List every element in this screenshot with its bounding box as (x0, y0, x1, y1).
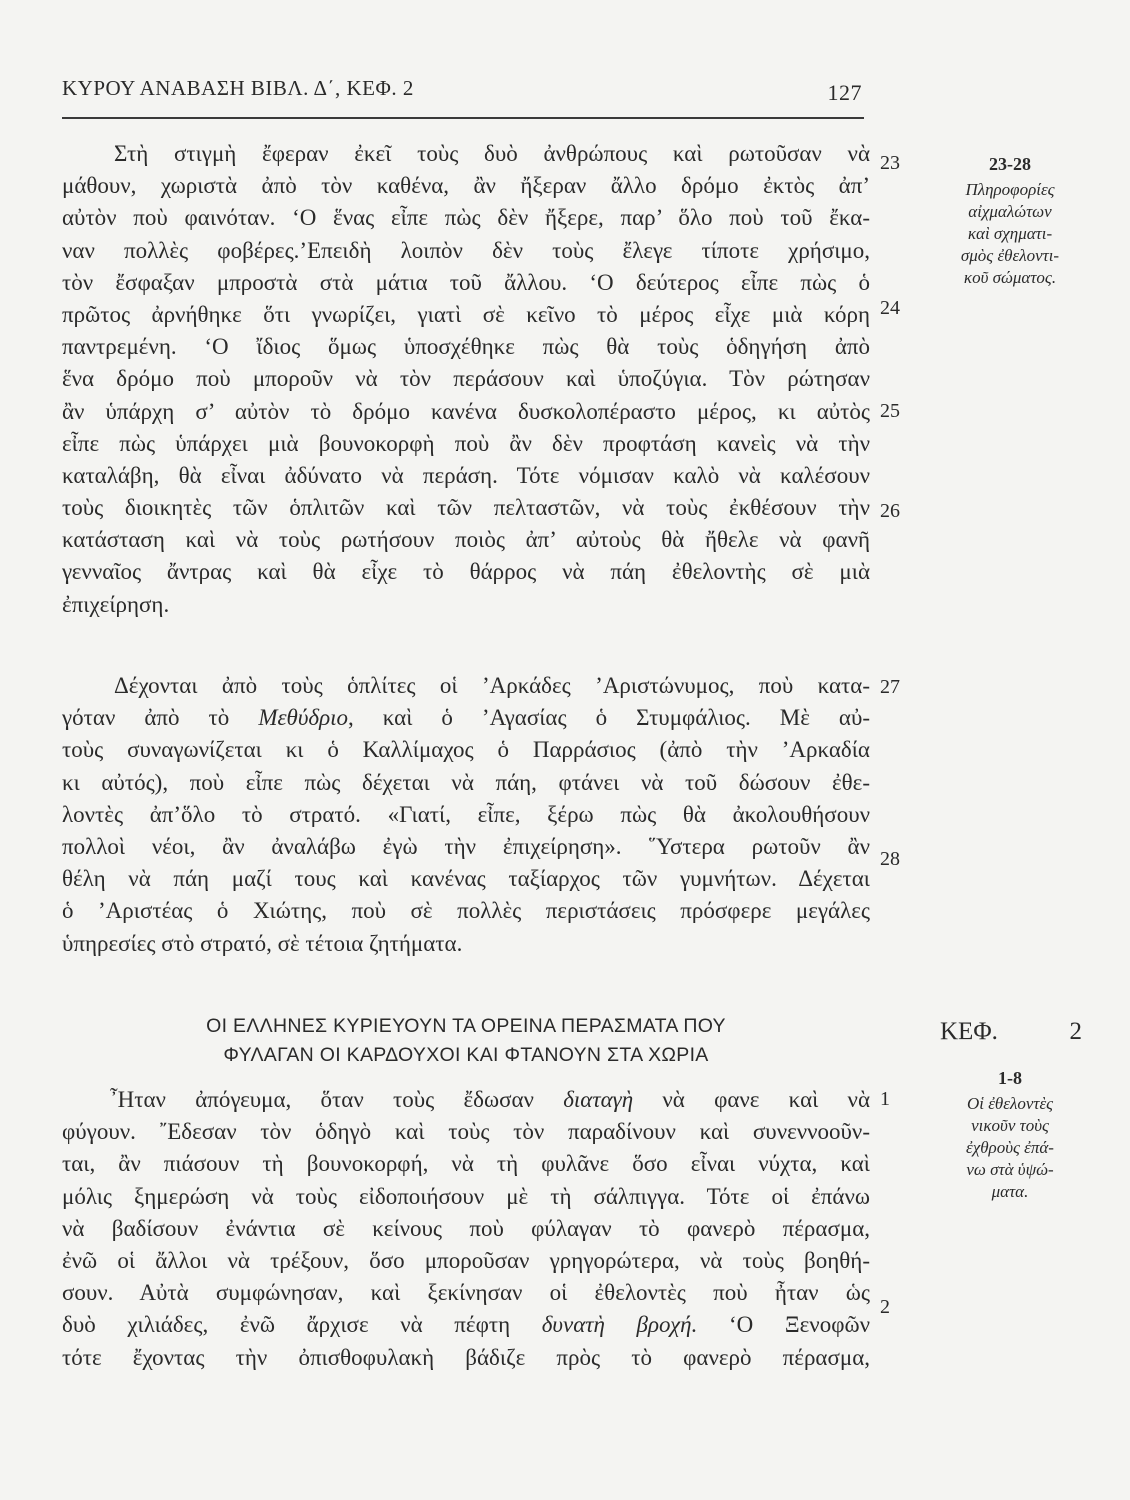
text-line: κι αὐτός), ποὺ εἶπε πὼς δέχεται νὰ πάη, φτάνει νὰ τοῦ δώσουν ἐθε- (62, 769, 870, 795)
text-line: ἐνῶ οἱ ἄλλοι νὰ τρέξουν, ὅσο μποροῦσαν γρηγορώτερα, νὰ τοὺς βοηθή- (62, 1247, 870, 1273)
text-line: καταλάβη, θὰ εἶναι ἀδύνατο νὰ περάση. Τότε νόμισαν καλὸ νὰ καλέσουν (62, 462, 870, 488)
text-line: τοὺς διοικητὲς τῶν ὁπλιτῶν καὶ τῶν πελταστῶν, νὰ τοὺς ἐκθέσουν τὴν (62, 495, 870, 521)
text-line: τοὺς συναγωνίζεται κι ὁ Καλλίμαχος ὁ Παρράσιος (ἀπὸ τὴν ’Αρκαδία (62, 737, 870, 763)
place-name-italic: Μεθύδριο (258, 705, 349, 731)
marginal-note-2 (915, 1068, 1105, 1203)
section-number: 28 (880, 848, 900, 870)
marginal-line: σμὸς ἐθελοντι- (960, 246, 1060, 265)
chapter-label-text: ΚΕΦ. (940, 1018, 998, 1045)
header-rule (62, 117, 864, 119)
text-line: θέλη νὰ πάη μαζί τους καὶ κανένας ταξίαρχος τῶν γυμνήτων. Δέχεται (62, 866, 870, 892)
text-line: ται, ἂν πιάσουν τὴ βουνοκορφή, νὰ τὴ φυλᾶνε ὅσο εἶναι νύχτα, καὶ (62, 1151, 870, 1177)
text-line: ἂν ὑπάρχη σ’ αὐτὸν τὸ δρόμο κανένα δυσκολοπέραστο μέρος, κι αὐτὸς (62, 398, 870, 424)
marginal-line: νικοῦν τοὺς (971, 1116, 1049, 1135)
paragraph-1 (62, 138, 870, 621)
text-line: πολλοὶ νέοι, ἂν ἀναλάβω ἐγὼ τὴν ἐπιχείρηση». ῞Υστερα ρωτοῦν ἂν (62, 833, 870, 859)
text-line: Δέχονται ἀπὸ τοὺς ὁπλίτες οἱ ’Αρκάδες ’Αριστώνυμος, ποὺ κατα- (114, 673, 870, 698)
running-head-title: ΚΥΡΟΥ ΑΝΑΒΑΣΗ ΒΙΒΛ. Δ΄, ΚΕΦ. 2 (62, 76, 414, 100)
section-number: 23 (880, 152, 900, 174)
text-line: ἕνα δρόμο ποὺ μποροῦν νὰ τὸν περάσουν καὶ ὑποζύγια. Τὸν ρώτησαν (62, 366, 870, 392)
marginal-range: 1-8 (998, 1068, 1022, 1088)
section-number: 24 (880, 297, 900, 319)
text-line: Στὴ στιγμὴ ἔφεραν ἐκεῖ τοὺς δυὸ ἀνθρώπους καὶ ρωτοῦσαν νὰ (114, 141, 870, 166)
marginal-line: καὶ σχηματι- (967, 224, 1053, 243)
chapter-number: 2 (1069, 1018, 1082, 1045)
text-line: ναν πολλὲς φοβέρες.’Επειδὴ λοιπὸν δὲν τοὺς ἔλεγε τίποτε χρήσιμο, (62, 237, 870, 263)
text-span: νὰ φανε καὶ νὰ (662, 1087, 870, 1112)
text-line: κατάσταση καὶ νὰ τοὺς ρωτήσουν ποιὸς ἀπ’ αὐτοὺς θὰ ἤθελε νὰ φανῆ (62, 527, 870, 553)
text-line: ἐπιχείρηση. (62, 591, 170, 617)
section-number: 26 (880, 500, 900, 522)
italic-word: διαταγὴ (563, 1087, 634, 1112)
text-line: λοντὲς ἀπ’ὅλο τὸ στρατό. «Γιατί, εἶπε, ξέρω πὼς θὰ ἀκολουθήσουν (62, 801, 870, 827)
marginal-line: νω στὰ ὑψώ- (966, 1160, 1054, 1179)
section-number: 2 (880, 1296, 890, 1318)
text-line: τὸν ἔσφαξαν μπροστὰ στὰ μάτια τοῦ ἄλλου. ‘Ο δεύτερος εἶπε πὼς ὁ (62, 269, 870, 295)
heading-line-1: ΟΙ ΕΛΛΗΝΕΣ ΚΥΡΙΕΥΟΥΝ ΤΑ ΟΡΕΙΝΑ ΠΕΡΑΣΜΑΤΑ ΠΟΥ (206, 1015, 726, 1037)
text-line: γενναῖος ἄντρας καὶ θὰ εἶχε τὸ θάρρος νὰ πάη ἐθελοντὴς σὲ μιὰ (62, 559, 870, 585)
section-number: 1 (880, 1088, 890, 1110)
marginal-line: αἰχμαλώτων (968, 202, 1052, 221)
text-span: ‘Ο Ξενοφῶν (728, 1312, 871, 1338)
marginal-range: 23-28 (989, 154, 1031, 174)
text-line: ὁ ’Αριστέας ὁ Χιώτης, ποὺ σὲ πολλὲς περιστάσεις πρόσφερε μεγάλες (62, 898, 870, 924)
section-number: 25 (880, 400, 900, 422)
text-span: δυὸ χιλιάδες, ἐνῶ ἄρχισε νὰ πέφτη (62, 1312, 511, 1338)
paragraph-3 (62, 1084, 870, 1374)
text-line: παντρεμένη. ‘Ο ἴδιος ὅμως ὑποσχέθηκε πὼς θὰ τοὺς ὁδηγήση ἀπὸ (62, 334, 870, 360)
text-span: , καὶ ὁ ’Αγασίας ὁ Στυμφάλιος. Μὲ αὐ- (348, 705, 871, 731)
paragraph-2 (62, 670, 870, 960)
text-line: μάθουν, χωριστὰ ἀπὸ τὸν καθένα, ἂν ἤξεραν ἄλλο δρόμο ἐκτὸς ἀπ’ (62, 173, 870, 199)
text-span: γόταν ἀπὸ τὸ (62, 705, 230, 731)
marginal-line: ματα. (991, 1182, 1029, 1201)
heading-line-2: ΦΥΛΑΓΑΝ ΟΙ ΚΑΡΔΟΥΧΟΙ ΚΑΙ ΦΤΑΝΟΥΝ ΣΤΑ ΧΩΡΙΑ (223, 1044, 709, 1066)
text-line: ὑπηρεσίες στὸ στρατό, σὲ τέτοια ζητήματα. (62, 930, 463, 956)
text-line (62, 702, 870, 734)
text-line (62, 1084, 870, 1116)
text-line: σουν. Αὐτὰ συμφώνησαν, καὶ ξεκίνησαν οἱ ἐθελοντὲς ποὺ ἦταν ὡς (62, 1280, 870, 1306)
text-line: φύγουν. ῎Εδεσαν τὸν ὁδηγὸ καὶ τοὺς τὸν παραδίνουν καὶ συνεννοοῦν- (62, 1119, 870, 1145)
marginal-line: Πληροφορίες (965, 180, 1055, 199)
text-line: τότε ἔχοντας τὴν ὀπισθοφυλακὴ βάδιζε πρὸς τὸ φανερὸ πέρασμα, (62, 1344, 870, 1370)
text-line: πρῶτος ἀρνήθηκε ὅτι γνωρίζει, γιατὶ σὲ κεῖνο τὸ μέρος εἶχε μιὰ κόρη (62, 301, 870, 327)
section-number: 27 (880, 676, 900, 698)
text-line: αὐτὸν ποὺ φαινόταν. ‘Ο ἕνας εἶπε πὼς δὲν ἤξερε, παρ’ ὅλο ποὺ τοῦ ἔκα- (62, 205, 870, 231)
chapter-label (940, 1018, 1082, 1046)
italic-word: δυνατὴ βροχή. (541, 1312, 698, 1338)
text-line: νὰ βαδίσουν ἐνάντια σὲ κείνους ποὺ φύλαγαν τὸ φανερὸ πέρασμα, (62, 1215, 870, 1241)
page-number: 127 (827, 80, 862, 105)
text-line: μόλις ξημερώση νὰ τοὺς εἰδοποιήσουν μὲ τὴ σάλπιγγα. Τότε οἱ ἐπάνω (62, 1183, 870, 1209)
marginal-line: Οἱ ἐθελοντὲς (966, 1094, 1054, 1113)
marginal-note-1 (915, 154, 1105, 289)
marginal-line: ἐχθροὺς ἐπά- (966, 1138, 1054, 1157)
running-head (62, 76, 862, 105)
text-line (62, 1309, 870, 1341)
text-span: ῏Ηταν ἀπόγευμα, ὅταν τοὺς ἔδωσαν (110, 1087, 534, 1112)
marginal-line: κοῦ σώματος. (963, 268, 1057, 287)
chapter-heading (62, 1012, 870, 1070)
text-line: εἶπε πὼς ὑπάρχει μιὰ βουνοκορφὴ ποὺ ἂν δὲν προφτάση κανεὶς νὰ τὴν (62, 430, 870, 456)
